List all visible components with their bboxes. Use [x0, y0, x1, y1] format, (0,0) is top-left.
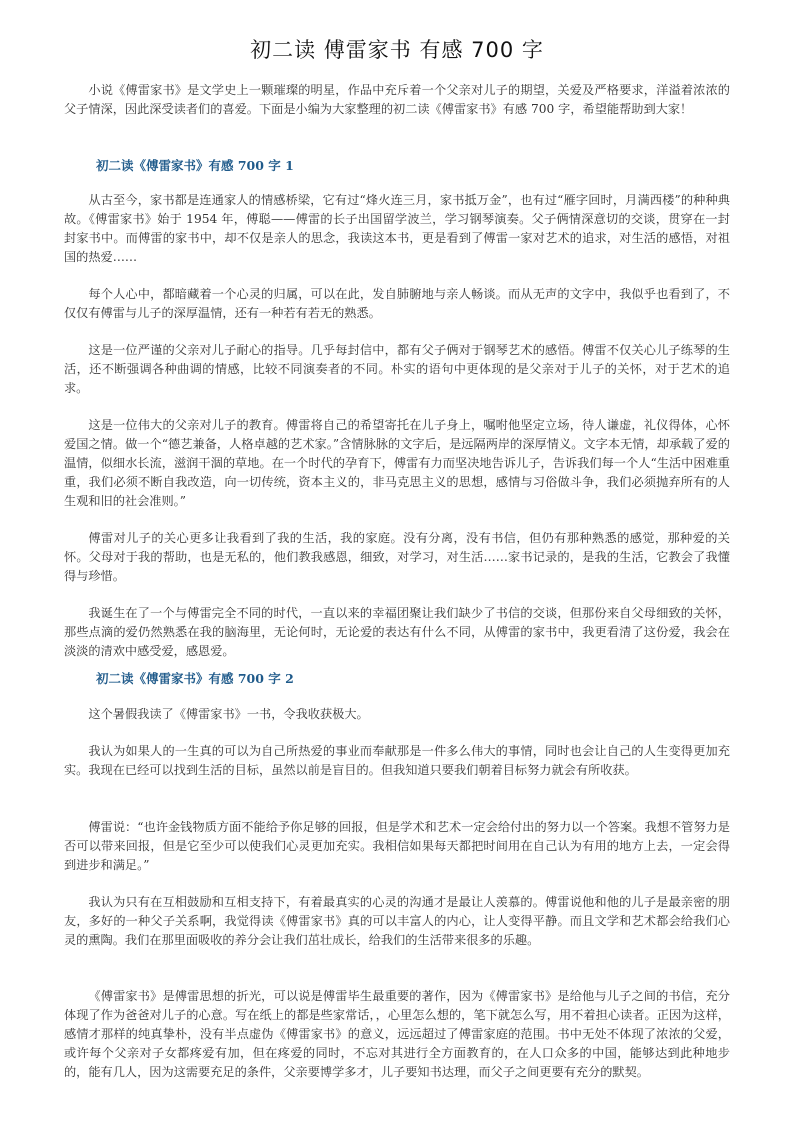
paragraph: 我诞生在了一个与傅雷完全不同的时代，一直以来的幸福团聚让我们缺少了书信的交谈，但那份来自父母细致的关怀，那些点滴的爱仍然熟悉在我的脑海里，无论何时，无论爱的表达有什么不同，从傅雷的家书中，我更看清了这份爱，我会在淡淡的清欢中感受爱，感恩爱。	[64, 606, 730, 658]
paragraph: 《傅雷家书》是傅雷思想的折光，可以说是傅雷毕生最重要的著作，因为《傅雷家书》是给他与儿子之间的书信，充分体现了作为爸爸对儿子的心意。写在纸上的都是些家常话，，心里怎么想的，笔下就怎么写，用不着担心读者。正因为这样，感情才那样的纯真挚朴，没有半点虚伪《傅雷家书》的意义，远远超过了傅雷家庭的范围。书中无处不体现了浓浓的父爱，或许每个父亲对子女都疼爱有加，但在疼爱的同时，不忘对其进行全方面教育的，在人口众多的中国，能够达到此种地步的，能有几人，因为这需要充足的条件，父亲要博学多才，儿子要知书达理，而父子之间更要有充分的默契。	[64, 989, 730, 1079]
paragraph: 这是一位伟大的父亲对儿子的教育。傅雷将自己的希望寄托在儿子身上，嘱咐他坚定立场，待人谦虚，礼仪得体，心怀爱国之情。做一个“德艺兼备，人格卓越的艺术家。”含情脉脉的文字后，是远隔两岸的深厚情义。文字本无情，却承载了爱的温情，似细水长流，滋润干涸的草地。在一个时代的孕育下，傅雷有力而坚决地告诉儿子，告诉我们每一个人“生活中困难重重，我们必须不断自我改造，向一切传统，资本主义的，非马克思主义的思想，感情与习俗做斗争，我们必须抛弃所有的人生观和旧的社会准则。”	[64, 418, 730, 508]
section-heading-2: 初二读《傅雷家书》有感 700 字 2	[96, 671, 294, 686]
paragraph: 傅雷说：“也许金钱物质方面不能给予你足够的回报，但是学术和艺术一定会给付出的努力以一个答案。我想不管努力是否可以带来回报，但是它至少可以使我们心灵更加充实。我相信如果每天都把时间用在自己认为有用的地方上去，一定会得到进步和满足。”	[64, 820, 730, 872]
page-title: 初二读 傅雷家书 有感 700 字	[250, 38, 544, 62]
paragraph: 我认为只有在互相鼓励和互相支持下，有着最真实的心灵的沟通才是最让人羡慕的。傅雷说他和他的儿子是最亲密的朋友，多好的一种父子关系啊，我觉得读《傅雷家书》真的可以丰富人的内心，让人变得平静。而且文学和艺术都会给我们心灵的熏陶。我们在那里面吸收的养分会让我们茁壮成长，给我们的生活带来很多的乐趣。	[64, 895, 730, 947]
paragraph: 每个人心中，都暗藏着一个心灵的归属，可以在此，发自肺腑地与亲人畅谈。而从无声的文字中，我似乎也看到了，不仅仅有傅雷与儿子的深厚温情，还有一种若有若无的熟悉。	[64, 287, 730, 320]
paragraph: 这个暑假我读了《傅雷家书》一书，令我收获极大。	[88, 707, 369, 721]
paragraph: 这是一位严谨的父亲对儿子耐心的指导。几乎每封信中，都有父子俩对于钢琴艺术的感悟。傅雷不仅关心儿子练琴的生活，还不断强调各种曲调的情感，比较不同演奏者的不同。朴实的语句中更体现的是父亲对于儿子的关怀，对于艺术的追求。	[64, 343, 730, 395]
paragraph: 从古至今，家书都是连通家人的情感桥梁，它有过“烽火连三月，家书抵万金”，也有过“雁字回时，月满西楼”的种种典故。《傅雷家书》始于 1954 年，傅聪——傅雷的长子出国留学波兰，学习钢琴演奏。父子俩情深意切的交谈，贯穿在一封封家书中。而傅雷的家书中，却不仅是亲人的思念，我读这本书，更是看到了傅雷一家对艺术的追求，对生活的感悟，对祖国的热爱……	[64, 193, 730, 264]
section-heading-1: 初二读《傅雷家书》有感 700 字 1	[96, 158, 294, 173]
paragraph: 我认为如果人的一生真的可以为自己所热爱的事业而奉献那是一件多么伟大的事情，同时也会让自己的人生变得更加充实。我现在已经可以找到生活的目标，虽然以前是盲目的。但我知道只要我们朝着目标努力就会有所收获。	[64, 744, 730, 777]
paragraph: 傅雷对儿子的关心更多让我看到了我的生活，我的家庭。没有分离，没有书信，但仍有那种熟悉的感觉，那种爱的关怀。父母对于我的帮助，也是无私的，他们教我感恩，细致，对学习，对生活……家书记录的，是我的生活，它教会了我懂得与珍惜。	[64, 531, 730, 583]
intro-paragraph: 小说《傅雷家书》是文学史上一颗璀璨的明星，作品中充斥着一个父亲对儿子的期望，关爱及严格要求，洋溢着浓浓的父子情深，因此深受读者们的喜爱。下面是小编为大家整理的初二读《傅雷家书》有感 700 字，希望能帮助到大家！	[64, 83, 730, 116]
